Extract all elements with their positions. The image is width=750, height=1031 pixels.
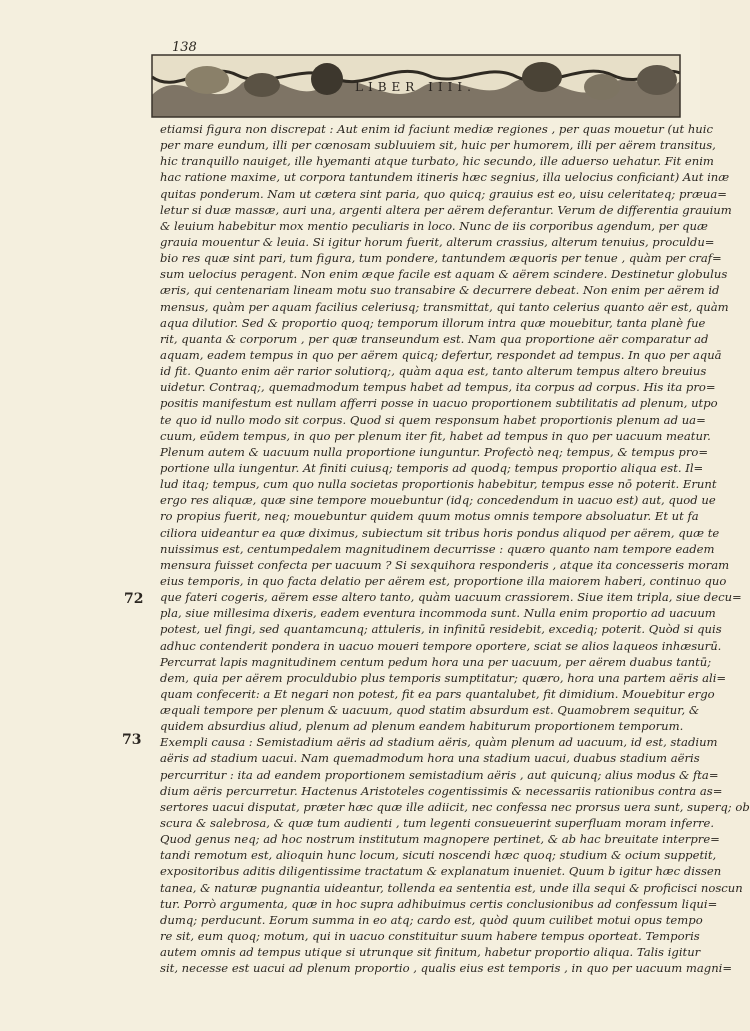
text-line: nuissimus est, centumpedalem magnitudinem decurrisse : quæro quanto nam tempore eadem xyxy=(160,541,715,556)
page-number: 138 xyxy=(172,40,197,55)
text-line: que fateri cogeris, aërem esse altero tanto, quàm uacuum crassiorem. Siue item tripla, siue decu= xyxy=(160,590,742,605)
text-line: quidem absurdius aliud, plenum ad plenum eandem habiturum proportionem temporum. xyxy=(160,719,684,734)
text-line: sit, necesse est uacui ad plenum proportio , qualis eius est temporis , in quo per uacuum magni= xyxy=(160,961,733,976)
text-line: dium aëris percurretur. Hactenus Aristoteles cogentissimis & necessariis rationibus contra as= xyxy=(160,783,723,798)
text-line: bio res quæ sint pari, tum figura, tum pondere, tantundem æquoris per tenue , quàm per craf= xyxy=(160,251,722,266)
text-line: & leuium habebitur mox mentio peculiaris in loco. Nunc de iis corporibus agendum, per quæ xyxy=(160,218,708,233)
text-line: sertores uacui disputat, præter hæc quæ ille adiicit, nec confessa nec prorsus uera sunt, superq; ob xyxy=(160,799,750,814)
text-line: autem omnis ad tempus utique si utrunque sit finitum, habetur proportio aliqua. Talis igitur xyxy=(160,945,701,960)
text-line: dem, quia per aërem proculdubio plus temporis sumptitatur; quæro, hora una partem aëris ali= xyxy=(160,670,727,685)
text-line: positis manifestum est nullam afferri posse in uacuo proportionem subtilitatis ad plenum, utpo xyxy=(160,396,718,411)
margin-number: 72 xyxy=(124,591,144,607)
text-line: dumq; perducunt. Eorum summa in eo atq; cardo est, quòd quum cuilibet motui opus tempo xyxy=(160,912,703,927)
text-line: pla, siue millesima dixeris, eadem eventura incommoda sunt. Nulla enim proportio ad uacuum xyxy=(160,606,716,621)
text-line: letur si duæ massæ, auri una, argenti altera per aërem deferantur. Verum de differentia grauium xyxy=(160,202,732,217)
text-line: Exempli causa : Semistadium aëris ad stadium aëris, quàm plenum ad uacuum, id est, stadium xyxy=(160,735,718,750)
text-line: lud itaq; tempus, cum quo nulla societas proportionis habebitur, tempus esse nō poterit. Erunt xyxy=(160,477,717,492)
body-text xyxy=(160,121,750,976)
text-line: ro propius fuerit, neq; mouebuntur quidem quum motus omnis tempore absoluatur. Et ut fa xyxy=(160,509,699,524)
text-line: Percurrat lapis magnitudinem centum pedum hora una per uacuum, per aërem duabus tantū; xyxy=(160,654,712,669)
text-line: per mare eundum, illi per cœnosam subluuiem sit, huic per humorem, illi per aërem transitus, xyxy=(160,138,716,153)
text-line: sum uelocius peragent. Non enim æque facile est aquam & aërem scindere. Destinetur globulus xyxy=(160,267,728,282)
text-line: tanea, & naturæ pugnantia uideantur, tollenda ea sententia est, unde illa sequi & proficisci noscun xyxy=(160,880,743,895)
text-line: portione ulla iungentur. At finiti cuiusq; temporis ad quodq; tempus proportio aliqua est. Il= xyxy=(160,460,704,475)
text-line: potest, uel fingi, sed quantamcunq; attuleris, in infinitū residebit, excediq; poterit. Quòd si quis xyxy=(160,622,722,637)
text-line: tur. Porrò argumenta, quæ in hoc supra adhibuimus certis conclusionibus ad confessum liqui= xyxy=(160,896,718,911)
text-line: id fit. Quanto enim aër rarior solutiorq;, quàm aqua est, tanto alterum tempus altero breuius xyxy=(160,364,707,379)
text-line: grauia mouentur & leuia. Si igitur horum fuerit, alterum crassius, alterum tenuius, proculdu= xyxy=(160,234,715,249)
text-line: expositoribus aditis diligentissime tractatum & explanatum inueniet. Quum b igitur hæc dissen xyxy=(160,864,722,879)
text-line: hic tranquillo nauiget, ille hyemanti atque turbato, hic secundo, ille aduerso uehatur. Fit enim xyxy=(160,154,714,169)
text-line: mensura fuisset confecta per uacuum ? Si sexquihora responderis , atque ita concesseris moram xyxy=(160,557,730,572)
text-line: quitas ponderum. Nam ut cætera sint paria, quo quicq; grauius est eo, uisu celeritateq; præua= xyxy=(160,186,727,201)
text-line: te quo id nullo modo sit corpus. Quod si quem responsum habet proportionis plenum ad ua= xyxy=(160,412,706,427)
text-line: percurritur : ita ad eandem proportionem semistadium aëris , aut quicunq; alius modus & fta= xyxy=(160,767,719,782)
text-line: adhuc contenderit pondera in uacuo moueri tempore oportere, sciat se alios laqueos inhæsurū. xyxy=(160,638,722,653)
text-line: etiamsi figura non discrepat : Aut enim id faciunt mediæ regiones , per quas mouetur (ut huic xyxy=(160,122,713,136)
text-line: cuum, eūdem tempus, in quo per plenum iter fit, habet ad tempus in quo per uacuum meatur. xyxy=(160,428,711,443)
text-line: ciliora uideantur ea quæ diximus, subiectum sit tribus horis pondus aliquod per aërem, quæ te xyxy=(160,525,720,540)
text-line: æris, qui centenariam lineam motu suo transabire & decurrere debeat. Non enim per aërem id xyxy=(160,283,720,298)
text-line: æquali tempore per plenum & uacuum, quod statim absurdum est. Quamobrem sequitur, & xyxy=(160,703,700,718)
text-line: scura & salebrosa, & quæ tum audienti , tum legenti consueuerint superfluam moram inferre. xyxy=(160,816,715,831)
text-line: uidetur. Contraq;, quemadmodum tempus habet ad tempus, ita corpus ad corpus. His ita pro= xyxy=(160,380,716,395)
text-line: ergo res aliquæ, quæ sine tempore mouebuntur (idq; concedendum in uacuo est) aut, quod ue xyxy=(160,493,716,508)
text-line: quam confecerit: a Et negari non potest, fit ea pars quantalubet, fit dimidium. Mouebitur ergo xyxy=(160,686,715,701)
text-line: hac ratione maxime, ut corpora tantundem itineris hæc segnius, illa uelocius conficiant) Aut inæ xyxy=(160,170,730,185)
text-line: re sit, eum quoq; motum, qui in uacuo constituitur suum habere tempus oporteat. Temporis xyxy=(160,929,700,944)
text-line: Plenum autem & uacuum nulla proportione iunguntur. Profectò neq; tempus, & tempus pro= xyxy=(160,444,709,459)
margin-number: 73 xyxy=(122,732,142,748)
running-head: LIBER IIII. xyxy=(355,80,476,94)
text-line: Quod genus neq; ad hoc nostrum institutum magnopere pertinet, & ab hac breuitate interpre= xyxy=(160,832,720,847)
text-line: mensus, quàm per aquam facilius celeriusq; transmittat, qui tanto celerius quanto aër est, quàm xyxy=(160,299,729,314)
text-line: aqua dilutior. Sed & proportio quoq; temporum illorum intra quæ mouebitur, tanta planè fue xyxy=(160,315,706,330)
text-line: aquam, eadem tempus in quo per aërem quicq; defertur, respondet ad tempus. In quo per aquā xyxy=(160,347,722,362)
text-line: aëris ad stadium uacui. Nam quemadmodum hora una stadium uacui, duabus stadium aëris xyxy=(160,751,700,766)
text-line: eius temporis, in quo facta delatio per aërem est, proportione illa maiorem haberi, continuo quo xyxy=(160,573,727,588)
text-line: rit, quanta & corporum , per quæ transeundum est. Nam qua proportione aër comparatur ad xyxy=(160,331,709,346)
text-line: tandi remotum est, alioquin hunc locum, sicuti noscendi hæc quoq; studium & ocium suppetit, xyxy=(160,848,717,863)
